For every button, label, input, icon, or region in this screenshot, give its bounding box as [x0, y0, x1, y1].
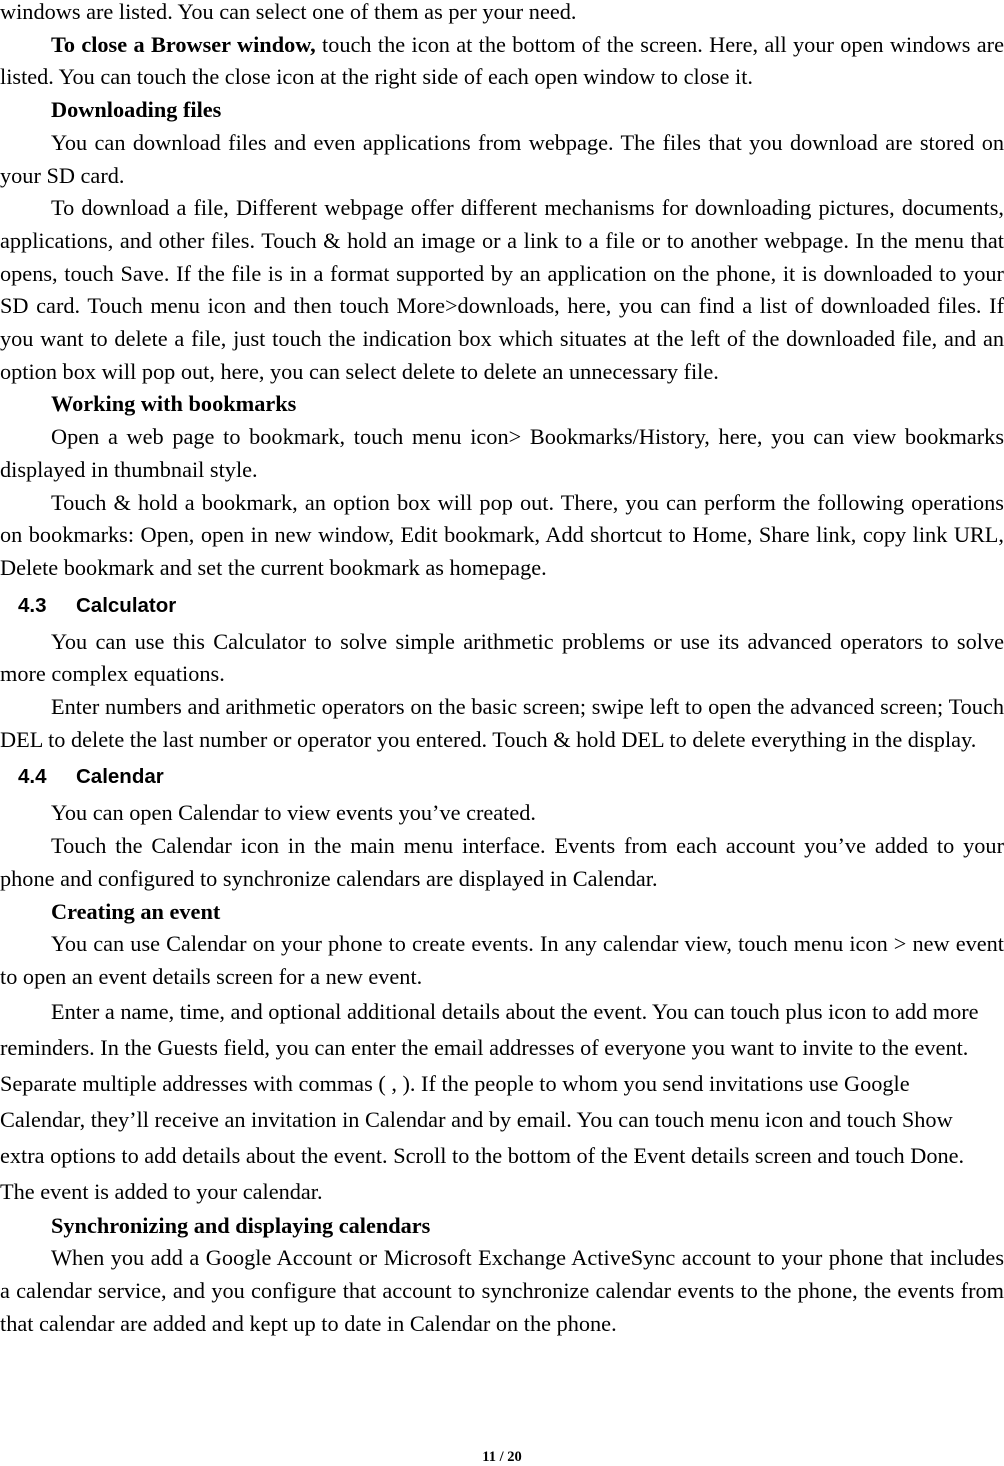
subheading-synchronizing-calendars: Synchronizing and displaying calendars — [51, 1212, 431, 1238]
paragraph-bookmark-open: Open a web page to bookmark, touch menu icon> Bookmarks/History, here, you can view bookmarks displayed in thumbnail style. — [0, 424, 1004, 482]
section-title: Calendar — [76, 765, 164, 789]
close-window-lead: To close a Browser window, — [51, 31, 316, 57]
paragraph-event-details: Enter a name, time, and optional additional details about the event. You can touch plus icon to add more reminders. In the Guests field, you can enter the email addresses of everyone you want to invite to the event. Separate multiple addresses with commas ( , ). If the people to whom you send invitations use Google Calendar, they’ll receive an invitation in Calendar and by email. You can touch menu icon and touch Show extra options to add details about the event. Scroll to the bottom of the Event details screen and touch Done. The event is added to your calendar. — [0, 998, 979, 1204]
paragraph-windows-listed: windows are listed. You can select one of them as per your need. — [0, 0, 577, 24]
section-heading-calculator — [0, 585, 1004, 626]
paragraph-close-window — [0, 29, 1004, 94]
paragraph-download-intro: You can download files and even applications from webpage. The files that you download are stored on your SD card. — [0, 129, 1004, 188]
section-number: 4.4 — [18, 765, 47, 789]
subheading-downloading-files: Downloading files — [51, 97, 222, 123]
paragraph-calculator-intro: You can use this Calculator to solve simple arithmetic problems or use its advanced operators to solve more complex equations. — [0, 628, 1004, 687]
paragraph-bookmark-operations: Touch & hold a bookmark, an option box will pop out. There, you can perform the following operations on bookmarks: Open, open in new window, Edit bookmark, Add shortcut to Home, Share link, copy link URL, Delete bookmark and set the current bookmark as homepage. — [0, 489, 1004, 580]
paragraph-calculator-usage: Enter numbers and arithmetic operators on the basic screen; swipe left to open the advanced screen; Touch DEL to delete the last number or operator you entered. Touch & hold DEL to delete everything in the display. — [0, 694, 1004, 752]
page-number: 11 / 20 — [482, 1449, 522, 1465]
paragraph-create-event: You can use Calendar on your phone to create events. In any calendar view, touch menu icon > new event to open an event details screen for a new event. — [0, 931, 1004, 989]
subheading-creating-an-event: Creating an event — [51, 898, 221, 924]
paragraph-calendar-icon: Touch the Calendar icon in the main menu interface. Events from each account you’ve added to your phone and configured to synchronize calendars are displayed in Calendar. — [0, 833, 1004, 891]
section-heading-calendar — [0, 756, 1004, 797]
paragraph-calendar-intro: You can open Calendar to view events you’ve created. — [51, 800, 537, 826]
close-window-text: touch the icon at the bottom of the screen. Here, all your open windows are listed. You can touch the close icon at the right side of each open window to close it. — [0, 31, 1004, 90]
section-title: Calculator — [76, 593, 177, 617]
section-number: 4.3 — [18, 593, 47, 617]
paragraph-download-steps: To download a file, Different webpage offer different mechanisms for downloading pictures, documents, applications, and other files. Touch & hold an image or a link to a file or to another webpage. In the menu that opens, touch Save. If the file is in a format supported by an application on the phone, it is downloaded to your SD card. Touch menu icon and then touch More>downloads, here, you can find a list of downloaded files. If you want to delete a file, just touch the indication box which situates at the left of the downloaded file, and an option box will pop out, here, you can select delete to delete an unnecessary file. — [0, 195, 1004, 384]
subheading-working-with-bookmarks: Working with bookmarks — [51, 391, 297, 417]
paragraph-sync-calendars: When you add a Google Account or Microsoft Exchange ActiveSync account to your phone that includes a calendar service, and you configure that account to synchronize calendar events to the phone, the events from that calendar are added and kept up to date in Calendar on the phone. — [0, 1245, 1004, 1336]
